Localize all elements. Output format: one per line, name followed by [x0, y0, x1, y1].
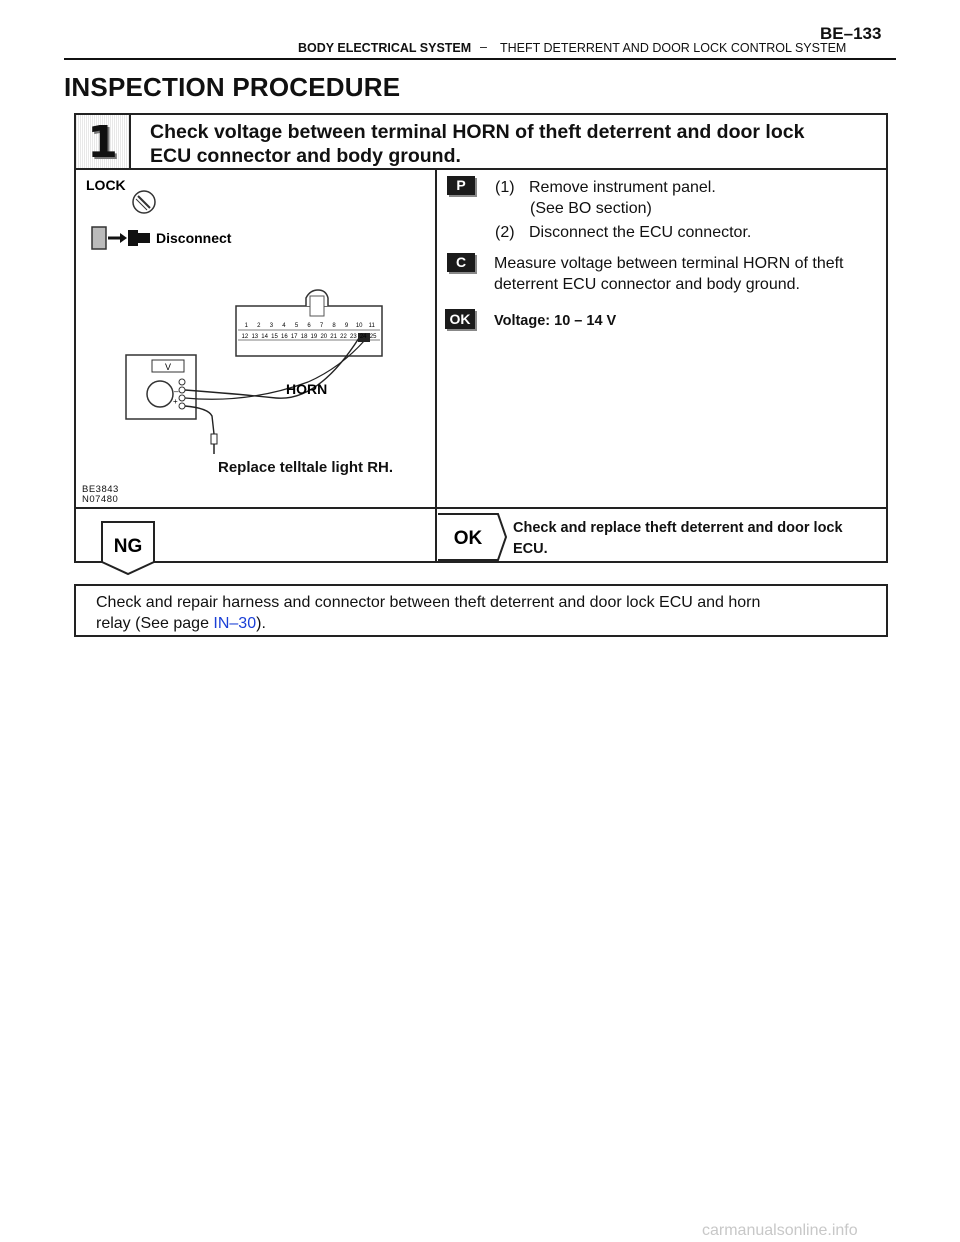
pin-label-18: 18: [300, 334, 308, 340]
pin-label-2: 2: [257, 323, 261, 329]
pin-label-16: 16: [281, 334, 288, 340]
check-badge: C: [447, 253, 475, 272]
ng-action: [96, 592, 856, 634]
ok-specification: Voltage: 10 – 14 V: [494, 313, 617, 329]
page-number: BE–133: [820, 24, 882, 43]
voltmeter-icon: [126, 355, 196, 419]
svg-text:–: –: [174, 387, 179, 396]
page-title: INSPECTION PROCEDURE: [64, 72, 401, 102]
ignition-key-icon: [133, 191, 155, 213]
ng-action-suffix: ).: [256, 615, 266, 632]
ok-result-tag: [436, 512, 508, 562]
prep-step-1-text: Remove instrument panel.: [529, 179, 716, 196]
ng-action-prefix: relay (See page: [96, 615, 214, 632]
pin-label-5: 5: [294, 323, 299, 329]
pin-label-22: 22: [340, 334, 347, 340]
connector-illustration: [78, 172, 433, 504]
pin-label-10: 10: [355, 323, 363, 329]
subsection-title: THEFT DETERRENT AND DOOR LOCK CONTROL SYSTEM: [500, 41, 847, 55]
pin-label-13: 13: [251, 334, 259, 340]
disconnect-icon: [92, 227, 150, 249]
prep-step-1-note: (See BO section): [530, 200, 652, 217]
ng-result-tag: [100, 520, 156, 576]
pin-label-24: 24: [359, 334, 367, 340]
prep-step-2-number: (2): [495, 224, 515, 241]
ok-action-line-2: ECU.: [513, 541, 548, 557]
disconnect-label: Disconnect: [156, 230, 232, 246]
step-title-line-2: ECU connector and body ground.: [150, 145, 461, 167]
pin-label-3: 3: [269, 323, 274, 329]
header-separator: –: [480, 40, 487, 54]
ok-action: [513, 518, 883, 560]
check-line-1: Measure voltage between terminal HORN of theft: [494, 255, 844, 272]
step-bottom-divider: [74, 507, 888, 509]
pin-label-20: 20: [320, 334, 328, 340]
ng-action-line-2: [96, 613, 856, 634]
section-title: BODY ELECTRICAL SYSTEM: [298, 41, 472, 55]
ok-action-line-1: Check and replace theft deterrent and door lock: [513, 520, 843, 536]
pin-label-6: 6: [307, 323, 311, 329]
prep-step-1-number: (1): [495, 179, 515, 196]
ok-badge: OK: [445, 309, 475, 329]
pin-label-15: 15: [271, 334, 278, 340]
page-reference-link[interactable]: IN–30: [213, 615, 257, 632]
pin-label-25: 25: [369, 334, 377, 340]
pin-label-7: 7: [319, 323, 324, 329]
check-line-2: deterrent ECU connector and body ground.: [494, 276, 800, 293]
ok-label: OK: [453, 528, 483, 549]
meter-label: V: [164, 362, 172, 372]
watermark: carmanualsonline.info: [702, 1222, 858, 1239]
pin-label-19: 19: [310, 334, 318, 340]
figure-reference-1: BE3843: [82, 484, 119, 495]
figure-reference-2: N07480: [82, 494, 119, 505]
ng-label: NG: [113, 536, 143, 557]
pin-label-12: 12: [241, 334, 249, 340]
step-title-line-1: Check voltage between terminal HORN of theft deterrent and door lock: [150, 121, 805, 143]
preparation-badge: P: [447, 176, 475, 195]
step-title: [150, 120, 870, 168]
figure-reference: [82, 485, 119, 505]
svg-text:+: +: [173, 397, 178, 406]
lock-label: LOCK: [86, 177, 126, 193]
pin-label-8: 8: [332, 323, 336, 329]
check-instruction: [494, 253, 884, 295]
pin-label-21: 21: [330, 334, 337, 340]
pin-label-23: 23: [350, 334, 357, 340]
prep-step-2-text: Disconnect the ECU connector.: [529, 224, 752, 241]
pin-label-1: 1: [244, 323, 248, 329]
step-header-divider: [74, 168, 888, 170]
pin-label-9: 9: [344, 323, 349, 329]
pin-label-14: 14: [261, 334, 268, 340]
header-rule: [64, 58, 896, 60]
pin-label-4: 4: [282, 323, 286, 329]
step-number: 1: [87, 117, 118, 168]
pin-label-17: 17: [290, 334, 298, 340]
horn-label: HORN: [286, 381, 328, 397]
step-column-divider: [435, 170, 437, 563]
pin-label-11: 11: [368, 323, 375, 329]
figure-caption: Replace telltale light RH.: [218, 459, 394, 476]
ng-action-line-1: Check and repair harness and connector between theft deterrent and door lock ECU and horn: [96, 594, 761, 611]
